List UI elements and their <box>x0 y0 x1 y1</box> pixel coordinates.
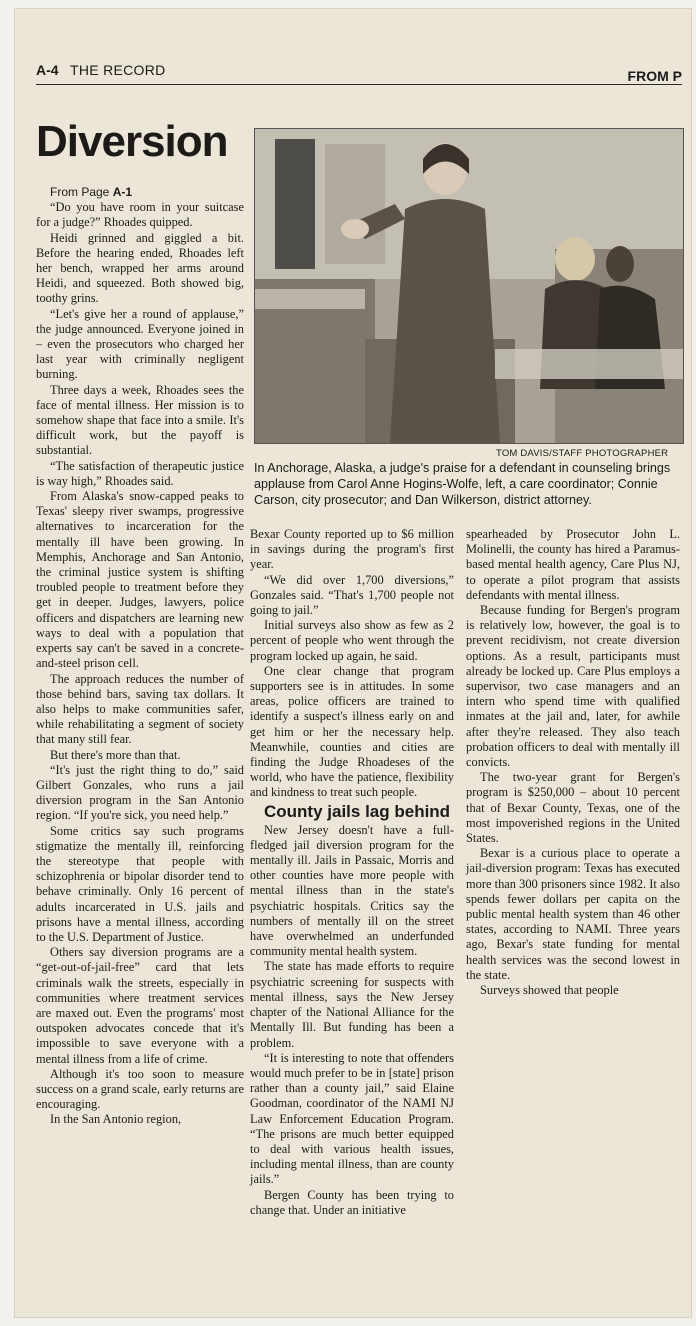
paragraph: “It is interesting to note that offenders would much prefer to be in [state] prison rather than a county jail,” said Elaine Goodman, coordinator of the NAMI NJ Law Enforcement Education Program. “The prisons are much better equipped to deal with various health issues, including mental illness, than are county jails.” <box>250 1050 454 1187</box>
paragraph: The approach reduces the number of those behind bars, saving tax dollars. It also helps to make communities safer, while rehabilitating a segment of society that many still fear. <box>36 671 244 747</box>
paragraph: spearheaded by Prosecutor John L. Molinelli, the county has hired a Paramus-based mental health agency, Care Plus NJ, to operate a pilot program that assists defendants with mental illness. <box>466 527 680 602</box>
paragraph: Bexar is a curious place to operate a jail-diversion program: Texas has executed more than 300 prisoners since 1982. It also spends fewer dollars per capita on the public mental health system than 46 other states, according to NAMI. Three years ago, Bexar's state funding for mental health services was the second lowest in the state. <box>466 846 680 982</box>
paragraph: Surveys showed that people <box>480 983 619 998</box>
paragraph: Three days a week, Rhoades sees the face of mental illness. Her mission is to somehow shape that face into a smile. It's difficult work, but the payoff is substantial. <box>36 382 244 458</box>
paragraph: Initial surveys also show as few as 2 percent of people who went through the program locked up again, he said. <box>250 618 454 663</box>
courtroom-photo-illustration <box>255 129 683 443</box>
photo-caption: In Anchorage, Alaska, a judge's praise for a defendant in counseling brings applause from Carol Anne Hogins-Wolfe, left, a care coordinator; Connie Carson, city prosecutor; and Dan Wilkerson, district attorney. <box>254 461 671 507</box>
paragraph: “The satisfaction of therapeutic justice is way high,” Rhoades said. <box>36 458 244 488</box>
subheading: County jails lag behind <box>264 801 451 821</box>
paragraph: “Let's give her a round of applause,” the judge announced. Everyone joined in – even the prosecutors who charged her last year with criminally negligent burning. <box>36 306 244 382</box>
paragraph: Others say diversion programs are a “get-out-of-jail-free” card that lets criminals walk the streets, especially in communities where treatment services are maxed out. Even the programs' most outspoken advocates concede that it's impossible to save everyone with a mental illness from a life of crime. <box>36 945 244 1066</box>
headline: Diversion <box>36 117 228 166</box>
photo-credit: TOM DAVIS/STAFF PHOTOGRAPHER <box>496 448 669 459</box>
paragraph: But there's more than that. <box>50 747 181 762</box>
paragraph: From Alaska's snow-capped peaks to Texas' sleepy river swamps, progressive alternatives to incarceration for the mentally ill have been growing. In Memphis, Anchorage and San Antonio, the criminal justice system is shifting troubled people to treatment before they get in deeper. Judges, lawyers, police officers and dispatchers are learning new ways to deal with a population that experts say can't be saved in a concrete-and-steel prison cell. <box>36 489 244 671</box>
paragraph: Some critics say such programs stigmatize the mentally ill, reinforcing the stereotype that people with schizophrenia or bipolar disorder tend to behave criminally. Only 16 percent of adults incarcerated in U.S. jails and prisons have a mental illness, according to the U.S. Department of Justice. <box>36 823 244 944</box>
article-column-3 <box>466 527 680 998</box>
continued-from-label: From Page A-1 <box>50 185 133 199</box>
article-column-2 <box>250 527 454 1218</box>
paragraph: “Do you have room in your suitcase for a judge?” Rhoades quipped. <box>36 200 244 230</box>
page-header <box>36 62 682 85</box>
paragraph: Bexar County reported up to $6 million in savings during the program's first year. <box>250 527 454 572</box>
newspaper-name: THE RECORD <box>70 62 166 78</box>
paragraph: Although it's too soon to measure success on a grand scale, early returns are encouraging. <box>36 1066 244 1112</box>
news-photo <box>254 128 684 444</box>
paragraph: “It's just the right thing to do,” said Gilbert Gonzales, who runs a jail diversion program in the San Antonio region. “If you're sick, you need help.” <box>36 762 244 823</box>
paragraph: Heidi grinned and giggled a bit. Before the hearing ended, Rhoades left her bench, wrapped her arms around Heidi, and squeezed. Both showed big, toothy grins. <box>36 230 244 306</box>
paragraph: The two-year grant for Bergen's program is $250,000 – about 10 percent that of Bexar County, Texas, one of the most impoverished regions in the United States. <box>466 770 680 846</box>
paragraph: In the San Antonio region, <box>50 1112 182 1127</box>
paragraph: Because funding for Bergen's program is relatively low, however, the goal is to prevent recidivism, not create diversion options. As a result, participants must already be locked up. Care Plus employs a supervisor, two case managers and an intern who spend time with qualified inmates at the jail and, later, for awhile after they're released. They also teach probation officers to deal with mentally ill convicts. <box>466 603 680 770</box>
paragraph: One clear change that program supporters see is in attitudes. In some areas, police officers are trained to identify a suspect's illness early on and get him or her the necessary help. Meanwhile, counties and cities are finding the Judge Rhoadeses of the world, who have the patience, flexibility and kindness to treat such people. <box>250 663 454 800</box>
article-column-1 <box>36 185 244 1128</box>
page-number: A-4 <box>36 62 59 78</box>
continued-from-page: A-1 <box>112 185 133 199</box>
paragraph: “We did over 1,700 diversions,” Gonzales said. “That's 1,700 people not going to jail.” <box>250 572 454 618</box>
paragraph: The state has made efforts to require psychiatric screening for suspects with mental illness, says the New Jersey chapter of the National Alliance for the Mentally Ill. But funding has been a problem. <box>250 959 454 1050</box>
continued-tag: FROM P <box>627 68 682 84</box>
paragraph: New Jersey doesn't have a full-fledged jail diversion program for the mentally ill. Jails in Passaic, Morris and other counties have more people with mental illness than in the state's psychiatric hospitals. Critics say the numbers of mentally ill on the street have overwhelmed an underfunded community mental health system. <box>250 822 454 959</box>
paragraph: Bergen County has been trying to change that. Under an initiative <box>250 1187 454 1217</box>
